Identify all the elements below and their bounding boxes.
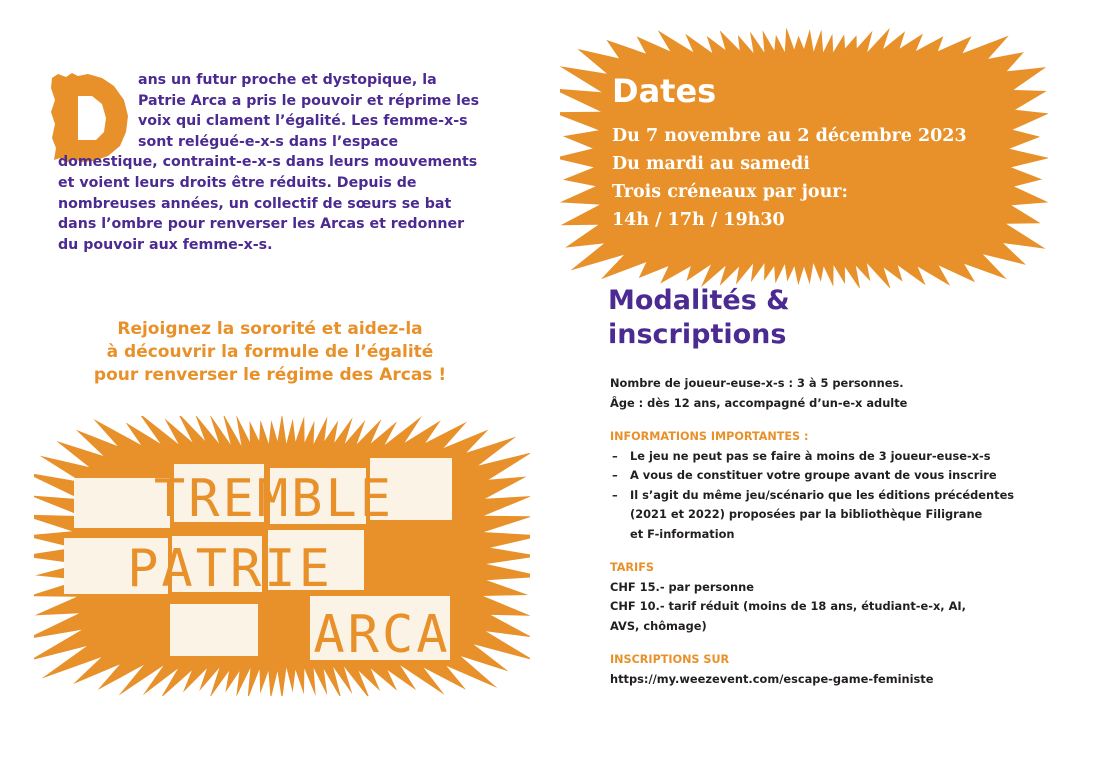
info-item: – Le jeu ne peut pas se faire à moins de 3 joueur-euse-x-s [610,447,1040,467]
tremble-patrie-arca-logo [34,416,530,696]
inscriptions-heading: INSCRIPTIONS SUR [610,653,730,666]
dates-line: Du 7 novembre au 2 décembre 2023 [612,126,967,146]
logo-word-tremble: TREMBLE [153,469,395,529]
slogan-line: pour renverser le régime des Arcas ! [93,365,447,385]
intro-text: ans un futur proche et dystopique, la Patrie Arca a pris le pouvoir et réprime les voix qui clament l’égalité. Les femme-x-s sont relégué-e-x-s dans l’espace domestique, contraint-e-x-s dans leurs mouvements et voient leurs droits être réduits. Depuis de nombreuses années, un collectif de sœurs se bat dans l’ombre pour renverser les Arcas et redonner du pouvoir aux femme-x-s. [58,72,480,253]
age-requirement: Âge : dès 12 ans, accompagné d’un-e-x adulte [610,395,908,410]
intro-paragraph [58,70,488,255]
dates-line: 14h / 17h / 19h30 [612,210,785,230]
tarif-reduced-cont: AVS, chômage) [610,618,707,633]
dates-line: Du mardi au samedi [612,154,810,174]
info-item: – A vous de constituer votre groupe avant de vous inscrire [610,466,1040,486]
slogan-line: à découvrir la formule de l’égalité [106,342,434,362]
dates-details [612,122,967,234]
logo-word-arca: ARCA [313,605,451,665]
infos-list [610,447,1040,506]
dates-title: Dates [612,72,717,110]
info-item-continuation: (2021 et 2022) proposées par la bibliothèque Filigrane [630,507,983,521]
slogan-line: Rejoignez la sororité et aidez-la [117,319,423,339]
tarif-reduced: CHF 10.- tarif réduit (moins de 18 ans, étudiant-e-x, AI, [610,599,966,613]
players-count: Nombre de joueur-euse-x-s : 3 à 5 personnes. [610,376,904,390]
slogan [40,318,500,387]
inscriptions-link[interactable]: https://my.weezevent.com/escape-game-feministe [610,671,934,686]
logo-word-patrie: PATRIE [127,539,333,599]
infos-heading: INFORMATIONS IMPORTANTES : [610,430,809,443]
tarif-full: CHF 15.- par personne [610,579,754,594]
modalites-title-line: Modalités & [608,285,790,316]
info-item: – Il s’agit du même jeu/scénario que les éditions précédentes [610,486,1040,506]
info-item-continuation: et F-information [630,526,735,541]
dates-line: Trois créneaux par jour: [612,182,848,202]
tarifs-heading: TARIFS [610,561,654,574]
modalites-title-line: inscriptions [608,319,787,350]
modalites-details [610,374,1040,689]
modalites-title [608,284,790,352]
